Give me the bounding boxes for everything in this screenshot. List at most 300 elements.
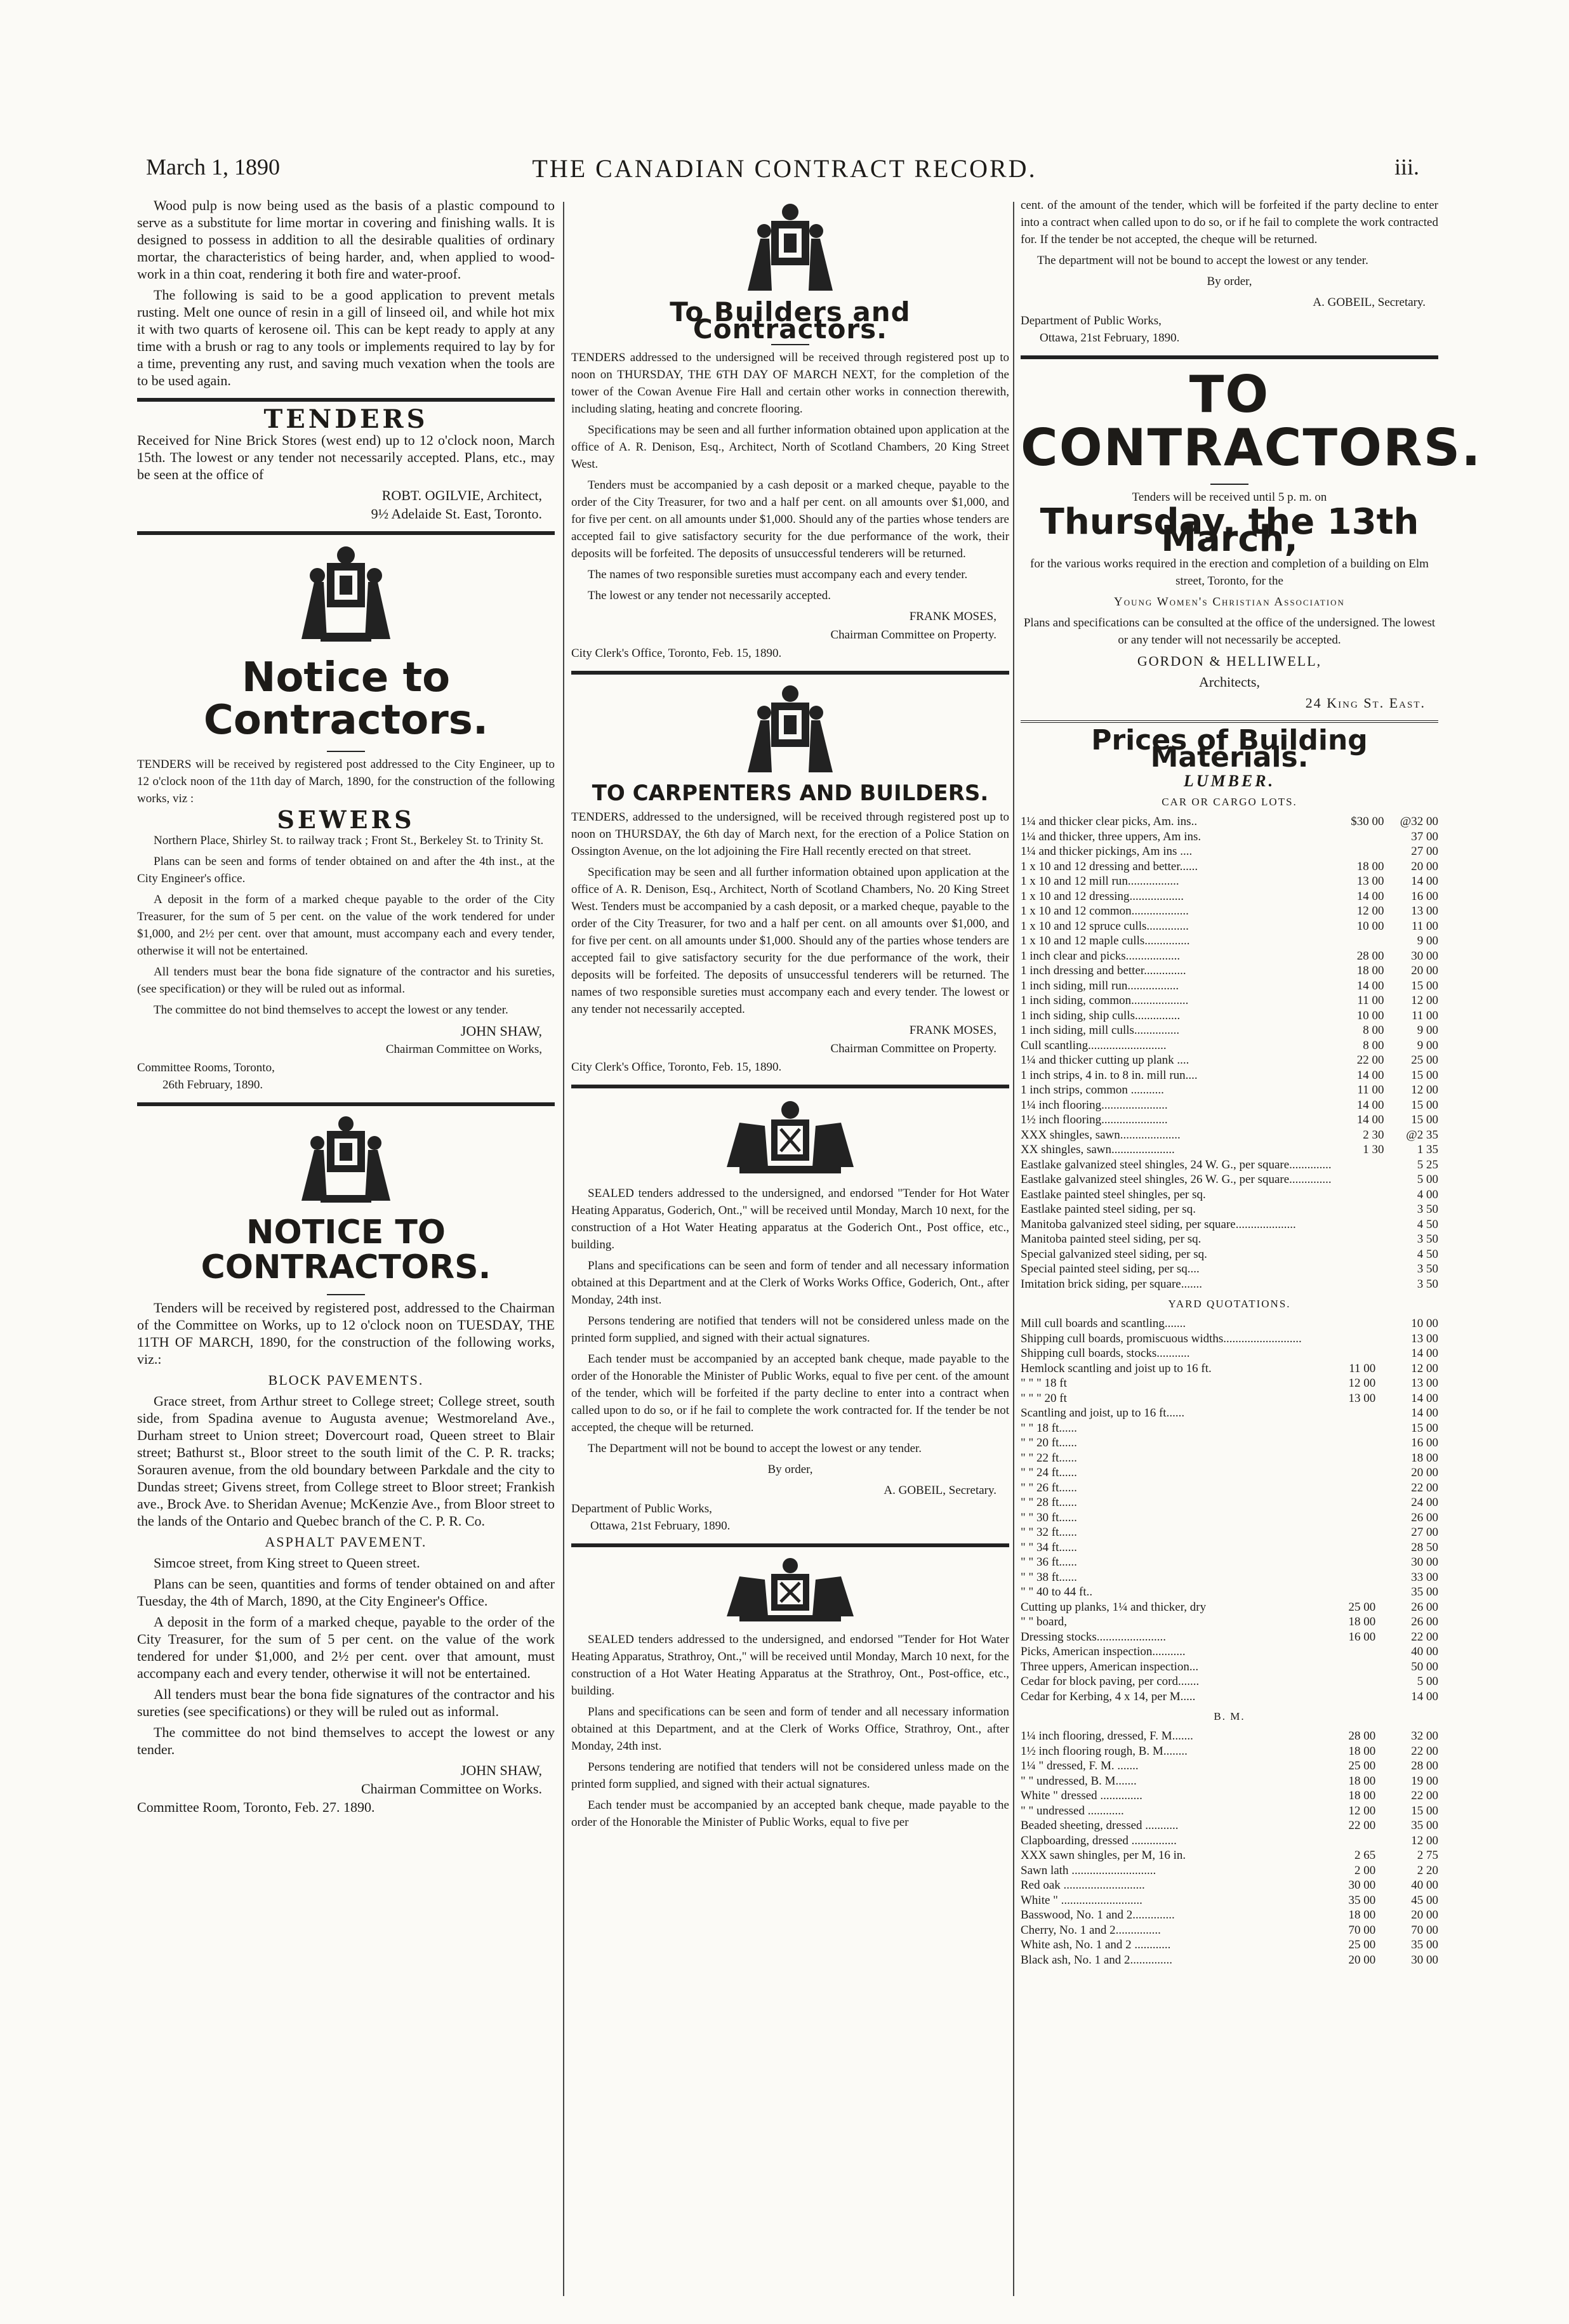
goderich-date: Ottawa, 21st February, 1890.	[590, 1519, 731, 1533]
price-item: Cutting up planks, 1¼ and thicker, dry	[1021, 1600, 1207, 1614]
price-item: Basswood, No. 1 and 2..............	[1021, 1908, 1175, 1922]
divider	[137, 1102, 555, 1106]
price-row	[1021, 1277, 1438, 1292]
price-low: 14 00	[1356, 1098, 1384, 1112]
price-low	[1332, 1158, 1384, 1173]
price-high: 9 00	[1417, 1038, 1438, 1052]
builders-sureties: The names of two responsible sureties must accompany each and every tender.	[588, 568, 968, 581]
car-lots-head: CAR OR CARGO LOTS.	[1162, 796, 1297, 808]
builders-deposit: Tenders must be accompanied by a cash deposit or a marked cheque, payable to the order of the City Treasurer, for two and a half per cent. on all amounts over $1,000, and for five per cent. on all amounts under $1,000. Should any of the parties whose tenders are accepted fail to give satisfactory security for the due performance of the work, their deposits will be forfeited. The deposits of unsuccessful tenderers will be returned.	[571, 479, 1009, 560]
price-high: 3 50	[1417, 1277, 1438, 1291]
price-low: 12 00	[1348, 1804, 1376, 1818]
contractors-tenders-until: Tenders will be received until 5 p. m. on	[1132, 491, 1327, 504]
price-item: " " 34 ft......	[1021, 1540, 1077, 1554]
prices-section	[1021, 724, 1438, 1967]
builders-advert	[571, 202, 1009, 662]
tenders-address: 9½ Adelaide St. East, Toronto.	[371, 506, 542, 522]
divider	[1021, 355, 1438, 359]
divider	[1021, 720, 1438, 723]
price-item: 1 inch strips, 4 in. to 8 in. mill run....	[1021, 1068, 1198, 1082]
price-item: 1 x 10 and 12 spruce culls..............	[1021, 919, 1189, 933]
price-high: 14 00	[1411, 1391, 1438, 1405]
carpenters-specs: Specification may be seen and all further information obtained upon application at the office of A. R. Denison, Esq., Architect, North of Scotland Chambers, No. 20 King Street West. Tenders must be accompanied by a cash deposit, or a marked cheque, payable to the order of the City Treasurer, for two and a half per cent. on all amounts over $1,000, and for five per cent. on all amounts under $1,000. Should any of the parties whose tenders are accepted fail to give satisfactory security for the due performance of the work, their deposits will be forfeited. The deposits of unsuccessful tenderers will be returned. The names of two responsible sureties must accompany each and every tender. The lowest or any tender not necessarily accepted.	[571, 866, 1009, 1016]
price-low: 8 00	[1363, 1038, 1384, 1052]
price-low	[1332, 1247, 1384, 1262]
price-item: 1 inch dressing and better..............	[1021, 964, 1186, 977]
builders-specs: Specifications may be seen and all further information obtained upon application at the office of A. R. Denison, Esq., Architect, North of Scotland Chambers, 20 King Street West.	[571, 423, 1009, 471]
price-row	[1021, 1406, 1438, 1421]
price-item: 1¼ and thicker clear picks, Am. ins..	[1021, 815, 1198, 828]
price-high: 20 00	[1411, 859, 1438, 873]
carpenters-advert	[571, 683, 1009, 1076]
price-high: 22 00	[1411, 1630, 1438, 1644]
strathroy-persons: Persons tendering are notified that tenders will not be considered unless made on the printed form supplied, and signed with their actual signatures.	[571, 1760, 1009, 1791]
continued-by-order: By order,	[1207, 275, 1252, 288]
price-item: Eastlake galvanized steel shingles, 24 W. G., per square..............	[1021, 1158, 1332, 1172]
ywca-contractors-advert	[1021, 365, 1482, 711]
price-low: $30 00	[1351, 815, 1384, 828]
contractors-address: 24 King St. East.	[1305, 695, 1426, 711]
price-low	[1313, 1346, 1376, 1361]
price-item: 1¼ and thicker, three uppers, Am ins.	[1021, 829, 1202, 843]
price-row	[1021, 1644, 1438, 1660]
price-high: 5 00	[1417, 1173, 1438, 1186]
ywca-name: Young Women's Christian Association	[1114, 595, 1345, 609]
price-item: White ash, No. 1 and 2 ............	[1021, 1938, 1171, 1951]
price-row	[1021, 1247, 1438, 1262]
price-low	[1313, 1436, 1376, 1451]
price-low: 11 00	[1357, 1083, 1384, 1097]
block-pavements-head: BLOCK PAVEMENTS.	[268, 1371, 424, 1388]
price-low	[1313, 1331, 1376, 1347]
price-item: Scantling and joist, up to 16 ft......	[1021, 1406, 1185, 1420]
price-high: 35 00	[1411, 1819, 1438, 1832]
page-header	[137, 150, 1432, 188]
price-row	[1021, 1376, 1438, 1391]
price-item: " " 30 ft......	[1021, 1510, 1077, 1524]
price-high: 16 00	[1411, 889, 1438, 903]
price-low	[1332, 1277, 1384, 1292]
bm-body	[1021, 1729, 1438, 1967]
price-low	[1313, 1525, 1376, 1540]
price-item: Shipping cull boards, stocks...........	[1021, 1347, 1190, 1360]
price-row	[1021, 1759, 1438, 1774]
price-item: 1 x 10 and 12 dressing and better......	[1021, 859, 1198, 873]
price-item: Cherry, No. 1 and 2...............	[1021, 1923, 1161, 1937]
price-low: 22 00	[1348, 1819, 1376, 1832]
price-item: Special galvanized steel siding, per sq.	[1021, 1247, 1207, 1261]
price-high: @2 35	[1406, 1128, 1438, 1142]
price-low: 16 00	[1348, 1630, 1376, 1644]
price-item: 1½ inch flooring rough, B. M........	[1021, 1744, 1188, 1758]
contractors-works: for the various works required in the erection and completion of a building on Elm street, Toronto, for the	[1030, 557, 1429, 588]
divider	[1210, 484, 1248, 485]
notice2-intro: Tenders will be received by registered post, addressed to the Chairman of the Committee on Works, up to 12 o'clock noon on TUESDAY, THE 11TH OF MARCH, 1890, for the construction of the following works, viz.:	[137, 1299, 555, 1367]
price-row	[1021, 1436, 1438, 1451]
price-row	[1021, 993, 1438, 1008]
price-high: 26 00	[1411, 1510, 1438, 1524]
notice2-place: Committee Room, Toronto, Feb. 27. 1890.	[137, 1799, 375, 1815]
price-high: 35 00	[1411, 1585, 1438, 1599]
carpenters-title: TO CARPENTERS AND BUILDERS.	[592, 781, 989, 806]
price-high: 22 00	[1411, 1789, 1438, 1802]
price-item: 1 x 10 and 12 mill run.................	[1021, 875, 1179, 888]
price-high: 9 00	[1417, 934, 1438, 947]
price-row	[1021, 844, 1438, 859]
goderich-cheque: Each tender must be accompanied by an accepted bank cheque, made payable to the order of the Honorable the Minister of Public Works, equal to five per cent. of the amount of the tender, which will be forfeited if the party decline to enter into a contract when called upon to do so, or if he fail to complete the work contracted for. If the tender be not accepted, the cheque will be returned.	[571, 1352, 1009, 1434]
price-low	[1313, 1421, 1376, 1436]
price-item: 1 inch siding, ship culls...............	[1021, 1008, 1181, 1022]
price-low: 28 00	[1356, 949, 1384, 963]
price-item: 1¼ " dressed, F. M. .......	[1021, 1759, 1139, 1773]
bm-table	[1021, 1729, 1438, 1967]
price-row	[1021, 1495, 1438, 1510]
price-low	[1313, 1555, 1376, 1570]
price-item: 1¼ inch flooring, dressed, F. M.......	[1021, 1729, 1193, 1743]
price-row	[1021, 1788, 1438, 1804]
notice-date: 26th February, 1890.	[162, 1078, 263, 1092]
price-low	[1332, 829, 1384, 845]
price-item: 1¼ and thicker cutting up plank ....	[1021, 1053, 1189, 1067]
notice-streets: Northern Place, Shirley St. to railway track ; Front St., Berkeley St. to Trinity St.	[154, 834, 544, 848]
price-item: " " " 20 ft	[1021, 1391, 1067, 1405]
builders-intro: TENDERS addressed to the undersigned will be received through registered post up to noon on THURSDAY, THE 6TH DAY OF MARCH NEXT, for the completion of the tower of the Cowan Avenue Fire Hall and certain other works in connection therewith, including slating, heating and concrete flooring.	[571, 351, 1009, 416]
price-item: 1 x 10 and 12 common...................	[1021, 904, 1189, 918]
price-high: 45 00	[1411, 1893, 1438, 1907]
price-high: 15 00	[1411, 1804, 1438, 1818]
price-low	[1313, 1540, 1376, 1555]
car-lots-body	[1021, 814, 1438, 1291]
price-high: 15 00	[1411, 1421, 1438, 1435]
notice-plans: Plans can be seen and forms of tender obtained on and after the 4th inst., at the City Engineer's office.	[137, 855, 555, 886]
price-item: 1¼ and thicker pickings, Am ins ....	[1021, 845, 1193, 858]
price-low: 11 00	[1357, 994, 1384, 1007]
price-item: 1 inch siding, mill culls...............	[1021, 1024, 1180, 1037]
price-row	[1021, 1893, 1438, 1908]
price-row	[1021, 1023, 1438, 1038]
price-high: 12 00	[1411, 1083, 1438, 1097]
price-low	[1332, 1202, 1384, 1217]
price-row	[1021, 1346, 1438, 1361]
price-low: 28 00	[1348, 1729, 1376, 1743]
price-row	[1021, 934, 1438, 949]
city-crest-icon	[743, 202, 838, 297]
price-low: 22 00	[1356, 1053, 1384, 1067]
price-low: 8 00	[1363, 1024, 1384, 1037]
column-divider-1	[563, 202, 564, 2296]
price-row	[1021, 1098, 1438, 1113]
price-item: Imitation brick siding, per square.......	[1021, 1277, 1202, 1291]
notice2-signature-name: JOHN SHAW,	[460, 1762, 542, 1778]
price-high: 4 00	[1417, 1187, 1438, 1201]
price-high: 33 00	[1411, 1570, 1438, 1584]
price-high: 13 00	[1411, 1377, 1438, 1390]
price-low: 25 00	[1348, 1938, 1376, 1951]
price-low: 18 00	[1348, 1789, 1376, 1802]
price-row	[1021, 919, 1438, 934]
divider	[327, 751, 365, 752]
carpenters-place: City Clerk's Office, Toronto, Feb. 15, 1890.	[571, 1060, 782, 1074]
price-row	[1021, 889, 1438, 904]
price-row	[1021, 1630, 1438, 1645]
price-row	[1021, 949, 1438, 964]
car-lots-table	[1021, 814, 1438, 1291]
price-high: 12 00	[1411, 1361, 1438, 1375]
price-low	[1313, 1465, 1376, 1481]
price-low: 30 00	[1348, 1878, 1376, 1892]
price-high: 3 50	[1417, 1262, 1438, 1276]
notice-to-contractors-2-advert	[137, 1115, 555, 1815]
price-high: 3 50	[1417, 1203, 1438, 1216]
notice-deposit: A deposit in the form of a marked cheque payable to the order of the City Treasurer, for the sum of 5 per cent. on the value of the work tendered for under $1,000, and 2½ per cent. over that amount, must accompany each and every tender, otherwise it will not be entertained.	[137, 893, 555, 958]
notice2-lowest: The committee do not bind themselves to accept the lowest or any tender.	[137, 1724, 555, 1757]
price-row	[1021, 1833, 1438, 1849]
strathroy-continued	[1021, 197, 1438, 347]
price-low	[1332, 1232, 1384, 1247]
price-row	[1021, 963, 1438, 979]
price-row	[1021, 1481, 1438, 1496]
tenders-body: Received for Nine Brick Stores (west end) up to 12 o'clock noon, March 15th. The lowest or any tender not necessarily accepted. Plans, etc., may be seen at the office of	[137, 432, 555, 482]
price-row	[1021, 1744, 1438, 1759]
price-high: 9 00	[1417, 1024, 1438, 1037]
builders-signature-title: Chairman Committee on Property.	[830, 628, 996, 642]
column-divider-2	[1013, 202, 1014, 2296]
goderich-advert	[571, 1097, 1009, 1535]
price-low	[1332, 1187, 1384, 1203]
price-item: Mill cull boards and scantling.......	[1021, 1317, 1186, 1330]
divider	[137, 398, 555, 402]
carpenters-intro: TENDERS, addressed to the undersigned, will be received through registered post up to noon on THURSDAY, the 6th day of March next, for the erection of a Police Station on Ossington Avenue, on the lot adjoining the Fire Hall recently erected on that street.	[571, 810, 1009, 858]
builders-title: To Builders and Contractors.	[670, 296, 911, 345]
royal-coat-of-arms-icon	[701, 1556, 879, 1626]
price-low	[1313, 1644, 1376, 1660]
price-low: 13 00	[1356, 875, 1384, 888]
price-item: " " undressed, B. M.......	[1021, 1774, 1137, 1788]
price-row	[1021, 1804, 1438, 1819]
goderich-signature: A. GOBEIL, Secretary.	[884, 1484, 996, 1497]
price-high: 27 00	[1411, 1526, 1438, 1539]
price-row	[1021, 1689, 1438, 1705]
column-2	[571, 197, 1009, 1835]
divider	[571, 671, 1009, 675]
price-low	[1313, 1674, 1376, 1689]
price-high: 14 00	[1411, 1689, 1438, 1703]
price-row	[1021, 1316, 1438, 1331]
price-low: 18 00	[1348, 1615, 1376, 1628]
goderich-lowest: The Department will not be bound to accept the lowest or any tender.	[588, 1442, 922, 1455]
price-low: 18 00	[1356, 859, 1384, 873]
price-high: 70 00	[1411, 1923, 1438, 1937]
price-row	[1021, 1232, 1438, 1247]
price-row	[1021, 1863, 1438, 1878]
price-item: 1 inch siding, mill run.................	[1021, 979, 1179, 993]
price-high: 16 00	[1411, 1436, 1438, 1449]
price-high: 14 00	[1411, 875, 1438, 888]
price-item: " " undressed ............	[1021, 1804, 1124, 1818]
price-row	[1021, 1361, 1438, 1377]
price-low: 11 00	[1349, 1361, 1376, 1375]
price-item: " " 32 ft......	[1021, 1526, 1077, 1539]
price-high: 15 00	[1411, 1113, 1438, 1126]
price-low	[1313, 1660, 1376, 1675]
carpenters-signature-name: FRANK MOSES,	[909, 1024, 996, 1037]
price-row	[1021, 1878, 1438, 1893]
price-low	[1313, 1495, 1376, 1510]
price-low	[1332, 1262, 1384, 1277]
thursday-title: Thursday, the 13th March,	[1040, 501, 1419, 560]
price-item: " " " 18 ft	[1021, 1377, 1067, 1390]
notice-place: Committee Rooms, Toronto,	[137, 1061, 275, 1075]
city-crest-icon	[289, 1115, 403, 1210]
price-high: 37 00	[1411, 829, 1438, 843]
price-row	[1021, 1068, 1438, 1083]
price-low: 13 00	[1348, 1391, 1376, 1405]
price-low: 25 00	[1348, 1759, 1376, 1773]
tenders-title: TENDERS	[263, 404, 428, 434]
price-row	[1021, 1600, 1438, 1615]
price-high: 30 00	[1411, 1555, 1438, 1569]
continued-date: Ottawa, 21st February, 1890.	[1040, 331, 1180, 345]
price-row	[1021, 979, 1438, 994]
price-row	[1021, 1202, 1438, 1217]
lumber-title: LUMBER.	[1183, 772, 1276, 790]
price-item: 1 inch siding, common...................	[1021, 994, 1189, 1007]
city-crest-icon	[743, 683, 838, 779]
price-low	[1313, 1316, 1376, 1331]
price-high: 14 00	[1411, 1347, 1438, 1360]
notice-title: Notice to Contractors.	[203, 654, 489, 744]
price-low	[1332, 934, 1384, 949]
price-high: 35 00	[1411, 1938, 1438, 1951]
price-item: Manitoba galvanized steel siding, per square....................	[1021, 1217, 1296, 1231]
price-item: XXX sawn shingles, per M, 16 in.	[1021, 1849, 1186, 1862]
continued-cheque: cent. of the amount of the tender, which will be forfeited if the party decline to enter into a contract when called upon to do so, or if he fail to complete the work contracted for. If the tender be not accepted, the cheque will be returned.	[1021, 199, 1438, 246]
price-row	[1021, 1331, 1438, 1347]
price-row	[1021, 1158, 1438, 1173]
notice2-signatures: All tenders must bear the bona fide signatures of the contractor and his sureties (see specifications) or they will be ruled out as informal.	[137, 1686, 555, 1719]
price-low: 25 00	[1348, 1600, 1376, 1614]
price-high: 28 50	[1411, 1540, 1438, 1554]
price-high: 20 00	[1411, 1466, 1438, 1479]
notice2-title: NOTICE TO CONTRACTORS.	[201, 1213, 491, 1286]
price-low	[1313, 1451, 1376, 1466]
notice-signature-name: JOHN SHAW,	[460, 1023, 542, 1040]
notice-lowest: The committee do not bind themselves to accept the lowest or any tender.	[154, 1003, 508, 1017]
price-item: 1 x 10 and 12 dressing..................	[1021, 889, 1184, 903]
price-low: 10 00	[1356, 919, 1384, 933]
price-low: 18 00	[1356, 964, 1384, 977]
price-row	[1021, 1585, 1438, 1600]
header-publication: THE CANADIAN CONTRACT RECORD.	[532, 154, 1037, 183]
contractors-firm: GORDON & HELLIWELL,	[1137, 653, 1322, 669]
price-item: 1 inch clear and picks..................	[1021, 949, 1181, 963]
price-high: 25 00	[1411, 1053, 1438, 1067]
price-row	[1021, 1555, 1438, 1570]
price-item: " " 36 ft......	[1021, 1555, 1077, 1569]
price-high: 40 00	[1411, 1878, 1438, 1892]
price-low: 14 00	[1356, 1113, 1384, 1126]
price-high: @32 00	[1400, 815, 1438, 828]
price-row	[1021, 1038, 1438, 1053]
contractors-title: TO CONTRACTORS.	[1021, 365, 1482, 477]
bm-head: B. M.	[1214, 1710, 1245, 1722]
price-item: Sawn lath ............................	[1021, 1863, 1156, 1877]
notice-signatures: All tenders must bear the bona fide signature of the contractor and his sureties, (see specification) or they will be ruled out as informal.	[137, 965, 555, 996]
price-high: 13 00	[1411, 904, 1438, 918]
price-high: 15 00	[1411, 1098, 1438, 1112]
price-high: 4 50	[1417, 1247, 1438, 1261]
price-high: 26 00	[1411, 1600, 1438, 1614]
price-item: Hemlock scantling and joist up to 16 ft.	[1021, 1361, 1212, 1375]
rust-prevention-paragraph: The following is said to be a good application to prevent metals rusting. Melt one ounce of resin in a gill of linseed oil, and while hot mix it with two quarts of kerosene oil. This can be kept ready to apply at any time with a brush or rag to any tools or implements required to lay by for a time, preventing any rust, and saving much vexation when the tools are to be used again.	[137, 287, 555, 388]
divider	[571, 1085, 1009, 1088]
price-item: " " 24 ft......	[1021, 1466, 1077, 1479]
price-low: 14 00	[1356, 889, 1384, 903]
price-item: " " board,	[1021, 1615, 1068, 1628]
price-high: 5 25	[1417, 1158, 1438, 1172]
price-low: 1 30	[1363, 1143, 1384, 1156]
price-row	[1021, 1729, 1438, 1744]
price-row	[1021, 829, 1438, 845]
price-high: 27 00	[1411, 845, 1438, 858]
price-low	[1313, 1481, 1376, 1496]
price-item: " " 26 ft......	[1021, 1481, 1077, 1495]
price-low: 2 65	[1354, 1849, 1376, 1862]
price-low: 10 00	[1356, 1008, 1384, 1022]
price-item: " " 28 ft......	[1021, 1496, 1077, 1509]
price-row	[1021, 1923, 1438, 1938]
price-row	[1021, 1128, 1438, 1143]
price-low: 18 00	[1348, 1908, 1376, 1922]
price-item: Special painted steel siding, per sq....	[1021, 1262, 1200, 1276]
price-low: 12 00	[1356, 904, 1384, 918]
goderich-persons: Persons tendering are notified that tenders will not be considered unless made on the printed form supplied, and signed with their actual signatures.	[571, 1314, 1009, 1345]
price-high: 11 00	[1411, 1008, 1438, 1022]
price-item: Cedar for Kerbing, 4 x 14, per M.....	[1021, 1689, 1196, 1703]
price-low: 18 00	[1348, 1774, 1376, 1788]
price-row	[1021, 1083, 1438, 1098]
price-item: " " 40 to 44 ft..	[1021, 1585, 1093, 1599]
price-item: Three uppers, American inspection...	[1021, 1660, 1199, 1674]
price-item: 1¼ inch flooring......................	[1021, 1098, 1168, 1112]
price-item: Eastlake painted steel shingles, per sq.	[1021, 1187, 1206, 1201]
price-high: 22 00	[1411, 1744, 1438, 1758]
price-low: 70 00	[1348, 1923, 1376, 1937]
price-high: 50 00	[1411, 1660, 1438, 1674]
prices-title: Prices of Building Materials.	[1091, 724, 1368, 774]
price-item: Dressing stocks.......................	[1021, 1630, 1167, 1644]
price-low: 35 00	[1348, 1893, 1376, 1907]
price-high: 1 35	[1417, 1143, 1438, 1156]
price-high: 28 00	[1411, 1759, 1438, 1773]
price-row	[1021, 1451, 1438, 1466]
price-low: 14 00	[1356, 979, 1384, 993]
column-1	[137, 197, 555, 1819]
price-item: 1 x 10 and 12 maple culls...............	[1021, 934, 1190, 947]
price-item: Red oak ...........................	[1021, 1878, 1145, 1892]
notice-to-contractors-advert	[137, 544, 555, 1093]
builders-signature-name: FRANK MOSES,	[909, 610, 996, 623]
yard-quotations-head: YARD QUOTATIONS.	[1168, 1298, 1291, 1310]
notice2-deposit: A deposit in the form of a marked cheque, payable to the order of the City Treasurer, for the sum of 5 per cent. on the value of the work tendered for under $1,000, and 2½ per cent. over that amount, must accompany each and every tender, otherwise it will not be entertained.	[137, 1613, 555, 1681]
contractors-architects: Architects,	[1199, 674, 1260, 690]
price-item: Manitoba painted steel siding, per sq.	[1021, 1232, 1202, 1246]
price-low	[1313, 1689, 1376, 1705]
price-high: 30 00	[1411, 1953, 1438, 1967]
strathroy-plans: Plans and specifications can be seen and form of tender and all necessary information obtained at this Department, and at the Clerk of Works Office, Strathroy, Ont., after Monday, 24th inst.	[571, 1705, 1009, 1753]
price-row	[1021, 1465, 1438, 1481]
notice-intro: TENDERS will be received by registered post addressed to the City Engineer, up to 12 o'clock noon of the 11th day of March, 1890, for the construction of the following works, viz :	[137, 758, 555, 806]
